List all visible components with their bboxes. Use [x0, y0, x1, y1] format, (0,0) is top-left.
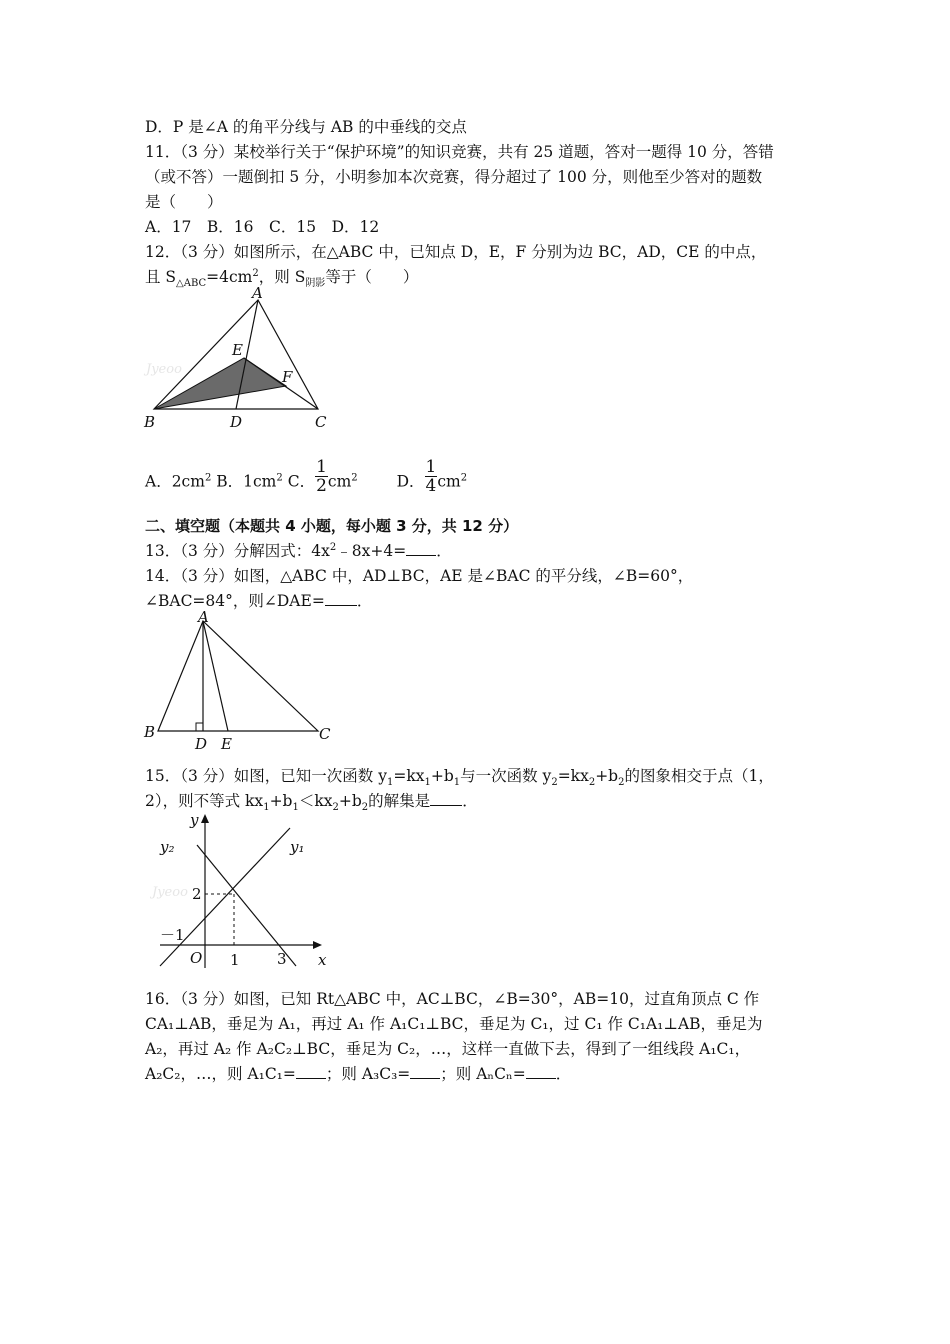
q11-line3: 是（ ）: [145, 193, 223, 211]
q11-options: A．17 B．16 C．15 D．12: [145, 218, 380, 236]
q12-line2: 且 $S_{\triangle ABC}=4cm^2$，则 $S_{阴影}$等于（ ）: [145, 267, 419, 290]
y-axis-arrow: [201, 814, 209, 823]
q16-line4: A₂C₂，…，则 A₁C₁= ；则 A₃C₃= ；则 AₙCₙ= ．: [145, 1065, 572, 1083]
q14-line2: ∠BAC=84°，则∠DAE= ．: [145, 592, 373, 610]
label-c: C: [315, 413, 327, 431]
q14-triangle-figure: [138, 608, 338, 753]
q16-line3: A₂，再过 A₂ 作 A₂C₂⊥BC，垂足为 C₂，…，这样一直做下去，得到了一组线段 A₁C₁，: [145, 1040, 751, 1058]
q16-line1: 16．（3 分）如图，已知 Rt△ABC 中，AC⊥BC，∠B=30°，AB=10，过直角顶点 C 作: [145, 990, 760, 1008]
label-x-axis: x: [318, 951, 327, 969]
label-b: B: [144, 723, 156, 741]
label-y2: y₂: [160, 838, 175, 856]
bisector-ae: [203, 621, 228, 731]
tick-label-2: 2: [192, 885, 202, 903]
answer-blank: [430, 791, 462, 806]
q12-triangle-figure: [140, 285, 340, 435]
tick-label-neg1: －1: [160, 926, 185, 944]
x-axis-arrow: [313, 941, 322, 949]
q15-graph-figure: [150, 808, 340, 973]
label-y1: y₁: [290, 838, 305, 856]
label-c: C: [319, 725, 331, 743]
triangle-abc: [158, 621, 318, 731]
watermark: Jyeoo: [152, 885, 188, 900]
answer-blank: [325, 591, 357, 606]
q15-line2: 2），则不等式 $kx_1+b_1<kx_2+b_2$的解集是 ．: [145, 792, 478, 814]
label-d: D: [195, 735, 208, 753]
fraction-one-quarter: $\frac{1}{4}$: [425, 457, 437, 496]
label-d: D: [230, 413, 243, 431]
answer-blank: [296, 1064, 326, 1079]
label-e: E: [221, 735, 232, 753]
fraction-one-half: $\frac{1}{2}$: [316, 457, 327, 496]
tick-label-1: 1: [230, 951, 240, 969]
q11-line2: （或不答）一题倒扣 5 分，小明参加本次竞赛，得分超过了 100 分，则他至少答对的题数: [145, 168, 763, 186]
answer-blank: [410, 1064, 440, 1079]
q11-line1: 11．（3 分）某校举行关于“保护环境”的知识竞赛，共有 25 道题，答对一题得 10 分，答错: [145, 143, 774, 161]
label-y-axis: y: [190, 811, 199, 829]
label-a: A: [198, 608, 209, 626]
label-f: F: [282, 368, 293, 386]
label-b: B: [144, 413, 156, 431]
label-origin: O: [190, 949, 203, 967]
q13-line: 13．（3 分）分解因式：$4x^2﹣8x+4=$ ．: [145, 541, 452, 560]
q12-line1: 12．（3 分）如图所示，在△ABC 中，已知点 D，E，F 分别为边 BC，AD，CE 的中点，: [145, 243, 767, 261]
watermark: Jyeoo: [146, 362, 182, 377]
q15-line1: 15．（3 分）如图，已知一次函数 $y_1=kx_1+b_1$与一次函数 $y_2=kx_2+b_2$的图象相交于点（1，: [145, 767, 774, 789]
label-e: E: [232, 341, 243, 359]
q10-option-d: D．P 是∠A 的角平分线与 AB 的中垂线的交点: [145, 118, 467, 136]
label-a: A: [252, 285, 263, 302]
section-heading: 二、填空题（本题共 4 小题，每小题 3 分，共 12 分）: [145, 517, 519, 535]
line-y2: [197, 845, 296, 966]
q16-line2: CA₁⊥AB，垂足为 A₁，再过 A₁ 作 A₁C₁⊥BC，垂足为 C₁，过 C₁ 作 C₁A₁⊥AB，垂足为: [145, 1015, 763, 1033]
tick-label-3: 3: [277, 950, 287, 968]
q12-options: A．$2cm^2$ B．$1cm^2$ C． $\frac{1}{2}$ $cm^2$ D． $\frac{1}{4}$ $cm^2$: [145, 457, 468, 496]
right-angle-mark: [196, 723, 203, 731]
q14-line1: 14．（3 分）如图，△ABC 中，AD⊥BC，AE 是∠BAC 的平分线，∠B=60°，: [145, 567, 694, 585]
answer-blank: [406, 541, 436, 556]
answer-blank: [526, 1064, 556, 1079]
